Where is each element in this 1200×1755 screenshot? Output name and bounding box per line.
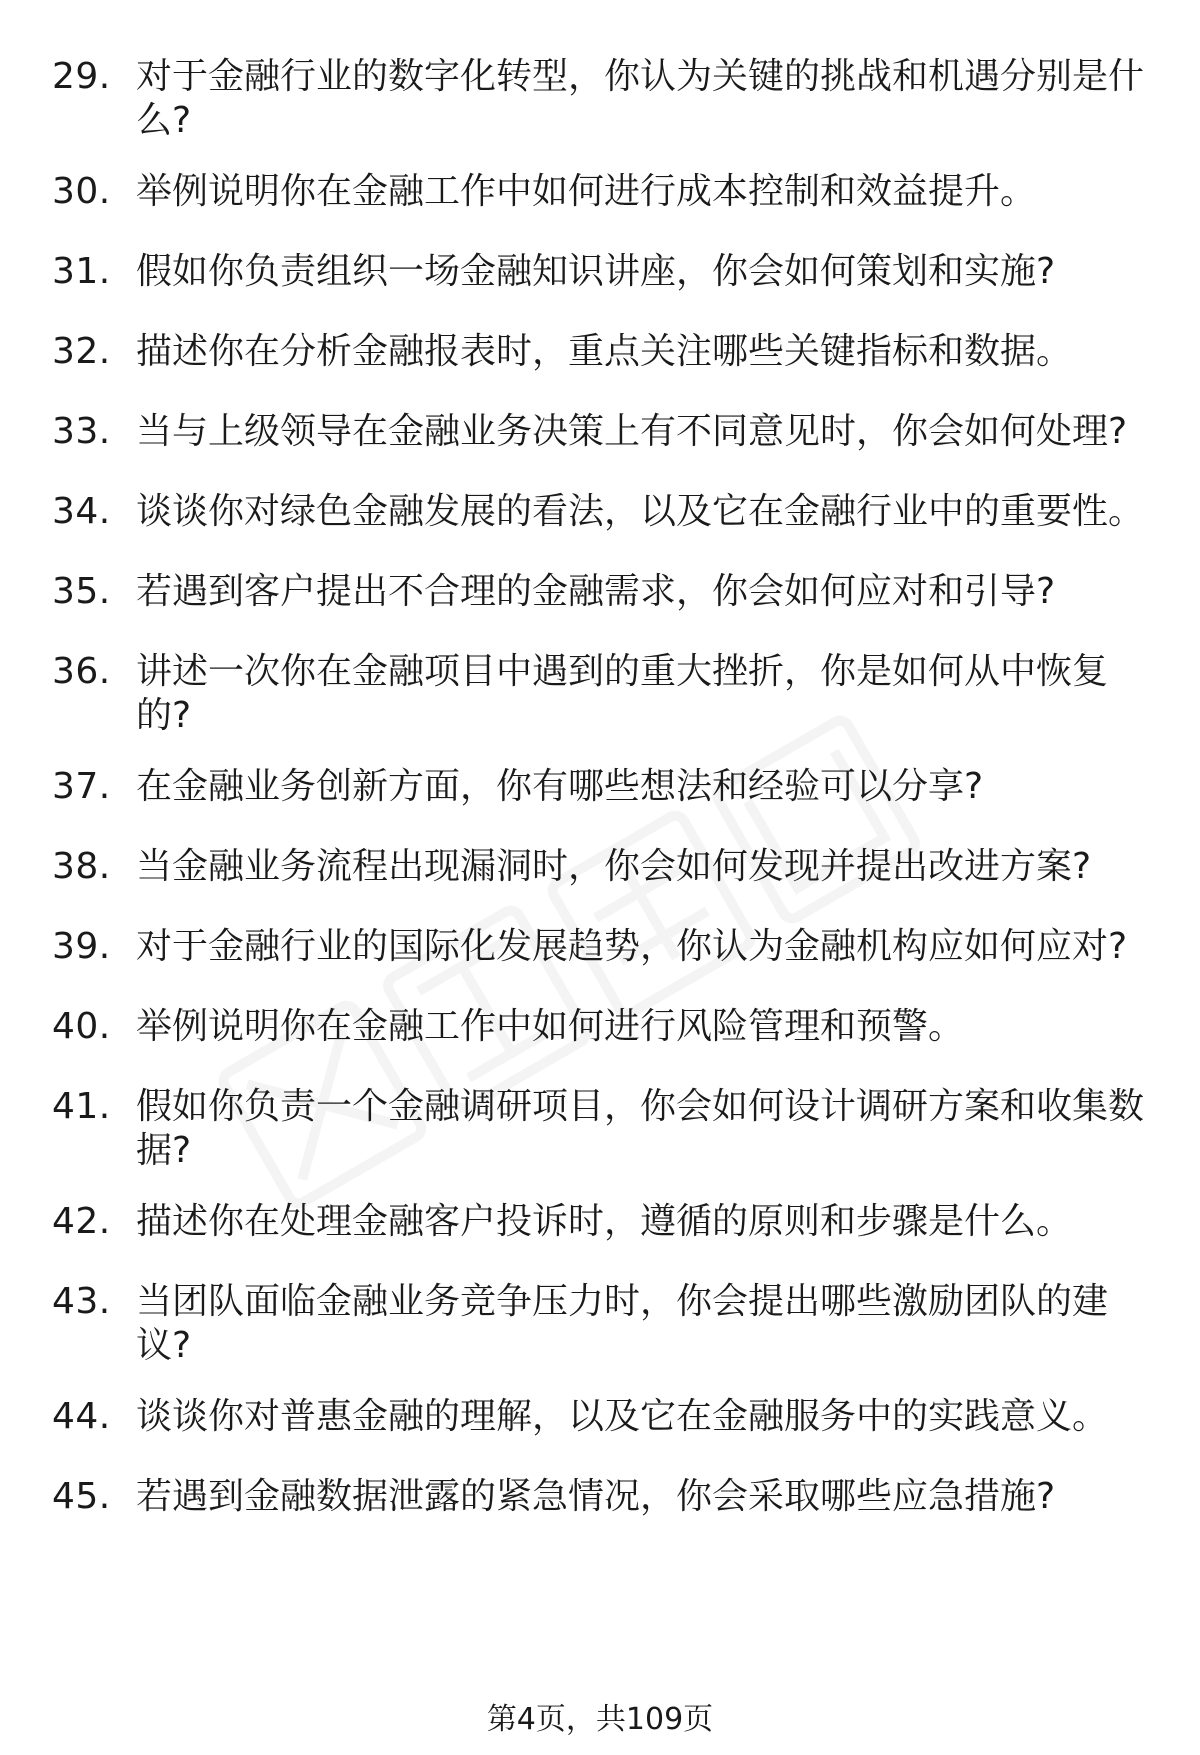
question-number: 44.: [52, 1396, 111, 1437]
question-item: [52, 1475, 1152, 1519]
question-number: 35.: [52, 571, 111, 612]
question-number: 45.: [52, 1476, 111, 1517]
question-item: [52, 410, 1152, 454]
question-text: 假如你负责组织一场金融知识讲座，你会如何策划和实施?: [136, 251, 1056, 292]
question-text: 当团队面临金融业务竞争压力时，你会提出哪些激励团队的建议?: [136, 1281, 1109, 1366]
question-item: [52, 170, 1152, 214]
question-item: [52, 330, 1152, 374]
question-number: 36.: [52, 651, 111, 692]
question-item: [52, 1005, 1152, 1049]
question-number: 43.: [52, 1281, 111, 1322]
question-text: 若遇到金融数据泄露的紧急情况，你会采取哪些应急措施?: [136, 1476, 1056, 1517]
question-number: 38.: [52, 846, 111, 887]
question-text: 举例说明你在金融工作中如何进行成本控制和效益提升。: [136, 171, 1037, 212]
page-number-label: 第4页，共109页: [486, 1702, 714, 1737]
question-text: 举例说明你在金融工作中如何进行风险管理和预警。: [136, 1006, 965, 1047]
question-number: 29.: [52, 56, 111, 97]
question-number: 34.: [52, 491, 111, 532]
question-text: 当金融业务流程出现漏洞时，你会如何发现并提出改进方案?: [136, 846, 1092, 887]
question-text: 谈谈你对普惠金融的理解，以及它在金融服务中的实践意义。: [136, 1396, 1109, 1437]
question-number: 41.: [52, 1086, 111, 1127]
question-number: 30.: [52, 171, 111, 212]
question-text: 谈谈你对绿色金融发展的看法，以及它在金融行业中的重要性。: [136, 491, 1145, 532]
question-number: 31.: [52, 251, 111, 292]
question-item: [52, 1200, 1152, 1244]
question-item: [52, 1280, 1152, 1368]
question-number: 32.: [52, 331, 111, 372]
question-text: 讲述一次你在金融项目中遇到的重大挫折，你是如何从中恢复的?: [136, 651, 1109, 736]
question-item: [52, 55, 1152, 143]
question-item: [52, 570, 1152, 614]
question-item: [52, 490, 1152, 534]
question-text: 描述你在处理金融客户投诉时，遵循的原则和步骤是什么。: [136, 1201, 1073, 1242]
question-number: 42.: [52, 1201, 111, 1242]
question-text: 当与上级领导在金融业务决策上有不同意见时，你会如何处理?: [136, 411, 1128, 452]
question-text: 假如你负责一个金融调研项目，你会如何设计调研方案和收集数据?: [136, 1086, 1145, 1171]
question-number: 33.: [52, 411, 111, 452]
question-item: [52, 845, 1152, 889]
question-text: 在金融业务创新方面，你有哪些想法和经验可以分享?: [136, 766, 984, 807]
question-item: [52, 250, 1152, 294]
question-text: 对于金融行业的国际化发展趋势，你认为金融机构应如何应对?: [136, 926, 1128, 967]
question-item: [52, 765, 1152, 809]
question-text: 对于金融行业的数字化转型，你认为关键的挑战和机遇分别是什么?: [136, 56, 1145, 141]
question-number: 39.: [52, 926, 111, 967]
question-item: [52, 1085, 1152, 1173]
question-text: 描述你在分析金融报表时，重点关注哪些关键指标和数据。: [136, 331, 1073, 372]
question-item: [52, 925, 1152, 969]
question-number: 40.: [52, 1006, 111, 1047]
question-item: [52, 1395, 1152, 1439]
question-text: 若遇到客户提出不合理的金融需求，你会如何应对和引导?: [136, 571, 1056, 612]
question-number: 37.: [52, 766, 111, 807]
page-footer: [0, 1702, 1200, 1738]
question-item: [52, 650, 1152, 738]
